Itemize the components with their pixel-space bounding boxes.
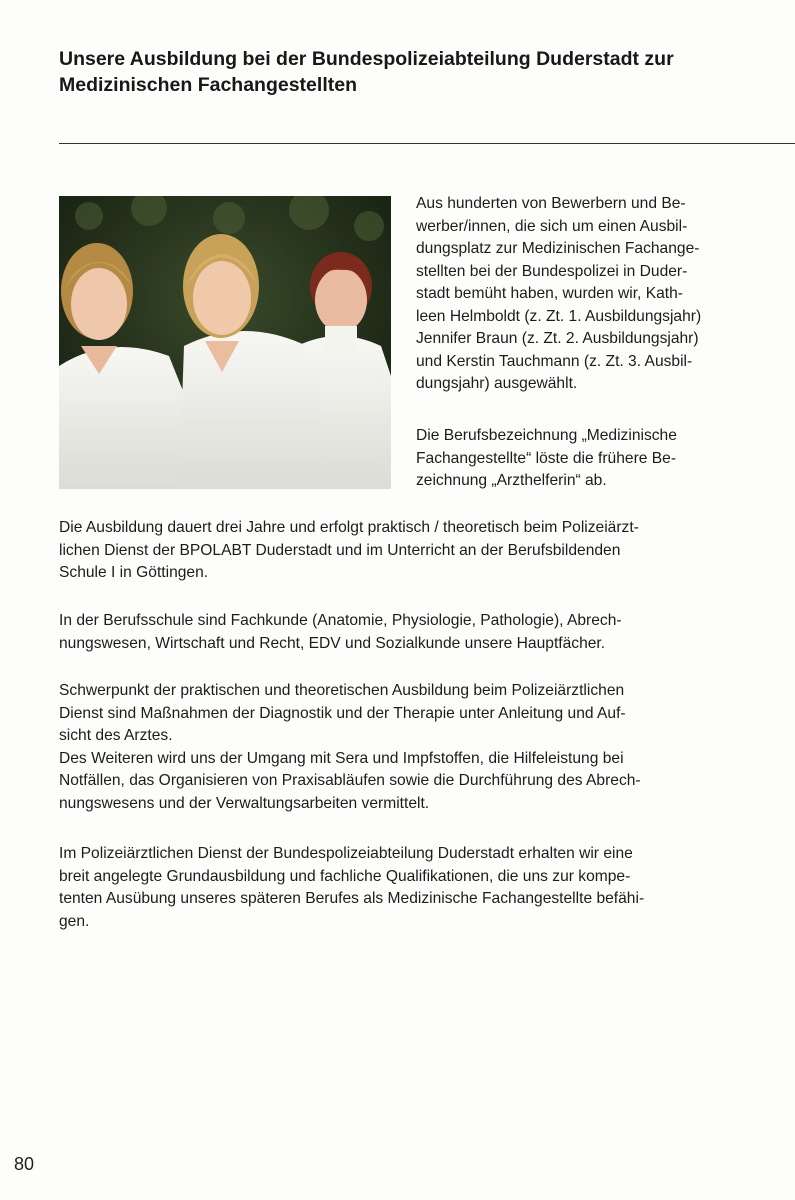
text-line: stadt bemüht haben, wurden wir, Kath- (416, 285, 683, 302)
focus-paragraph (59, 680, 789, 815)
duration-paragraph (59, 517, 789, 585)
text-line: In der Berufsschule sind Fachkunde (Anatomie, Physiologie, Pathologie), Abrech- (59, 612, 622, 629)
text-line: Dienst sind Maßnahmen der Diagnostik und der Therapie unter Anleitung und Auf- (59, 704, 626, 722)
text-line: tenten Ausübung unseres späteren Berufes als Medizinische Fachangestellte befähi- (59, 890, 645, 907)
title-line: Medizinischen Fachangestellten (59, 74, 357, 96)
text-line: Des Weiteren wird uns der Umgang mit Sera und Impfstoffen, die Hilfeleistung bei (59, 749, 624, 767)
text-line: leen Helmboldt (z. Zt. 1. Ausbildungsjahr) (416, 307, 702, 325)
text-line: gen. (59, 912, 90, 930)
text-line: breit angelegte Grundausbildung und fachliche Qualifikationen, die uns zur kompe- (59, 867, 631, 885)
text-line: Fachangestellte“ löste die frühere Be- (416, 449, 677, 467)
text-line: dungsjahr) ausgewählt. (416, 375, 578, 392)
page-number: 80 (14, 1154, 35, 1174)
closing-paragraph (59, 843, 789, 933)
text-line: lichen Dienst der BPOLABT Duderstadt und im Unterricht an der Berufsbildenden (59, 541, 621, 559)
text-line: stellten bei der Bundespolizei in Duder- (416, 262, 688, 280)
text-line: Schule I in Göttingen. (59, 564, 209, 581)
title-divider (59, 143, 795, 144)
text-line: zeichnung „Arzthelferin“ ab. (416, 472, 607, 489)
text-line: und Kerstin Tauchmann (z. Zt. 3. Ausbil- (416, 352, 693, 370)
text-line: sicht des Arztes. (59, 727, 173, 744)
text-line: nungswesen, Wirtschaft und Recht, EDV und Sozialkunde unsere Hauptfächer. (59, 634, 606, 652)
text-line: Die Berufsbezeichnung „Medizinische (416, 427, 677, 444)
text-line: Jennifer Braun (z. Zt. 2. Ausbildungsjahr) (416, 330, 699, 347)
trainees-photo (59, 196, 391, 489)
title-line: Unsere Ausbildung bei der Bundespolizeiabteilung Duderstadt zur (59, 48, 674, 70)
text-line: nungswesens und der Verwaltungsarbeiten vermittelt. (59, 794, 430, 812)
school-paragraph (59, 610, 789, 655)
text-line: Im Polizeiärztlichen Dienst der Bundespolizeiabteilung Duderstadt erhalten wir eine (59, 845, 633, 862)
text-line: Notfällen, das Organisieren von Praxisabläufen sowie die Durchführung des Abrech- (59, 772, 641, 789)
text-line: werber/innen, die sich um einen Ausbil- (416, 217, 688, 235)
intro-paragraph (416, 193, 786, 396)
text-line: dungsplatz zur Medizinischen Fachange- (416, 240, 700, 257)
trainees-photo-illustration (59, 196, 391, 489)
text-line: Die Ausbildung dauert drei Jahre und erfolgt praktisch / theoretisch beim Polizeiärzt- (59, 519, 639, 536)
job-title-paragraph (416, 425, 786, 493)
page-title (59, 46, 779, 98)
text-line: Aus hunderten von Bewerbern und Be- (416, 195, 686, 212)
text-line: Schwerpunkt der praktischen und theoretischen Ausbildung beim Polizeiärztlichen (59, 682, 625, 699)
